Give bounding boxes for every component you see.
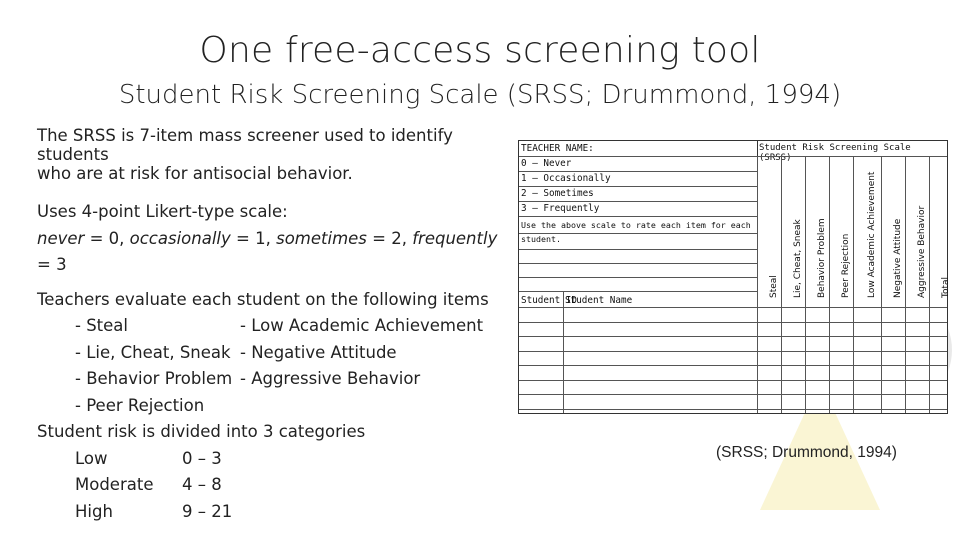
column-header bbox=[881, 157, 905, 307]
column-header bbox=[757, 157, 781, 307]
column-header-label: Steal bbox=[769, 275, 779, 298]
srss-title: Student Risk Screening Scale (SRSS) bbox=[759, 143, 911, 163]
table-row-line bbox=[519, 351, 947, 352]
item: - Negative Attitude bbox=[240, 342, 397, 362]
srss-form bbox=[518, 140, 951, 414]
table-row-line bbox=[519, 322, 947, 323]
column-header-label: Low Academic Achievement bbox=[867, 171, 877, 298]
grid-line bbox=[519, 263, 757, 264]
grid-line bbox=[519, 171, 757, 172]
grid-line bbox=[519, 277, 757, 278]
grid-line bbox=[519, 233, 757, 234]
table-row-line bbox=[519, 380, 947, 381]
teacher-name-label: TEACHER NAME: bbox=[521, 143, 594, 154]
student-id-header: Student ID bbox=[521, 295, 577, 306]
table-row-line bbox=[519, 336, 947, 337]
table-row-line bbox=[519, 307, 947, 308]
column-header-label: Lie, Cheat, Sneak bbox=[793, 219, 803, 298]
column-header-label: Total bbox=[941, 276, 951, 298]
grid-line bbox=[519, 201, 757, 202]
grid-line bbox=[519, 249, 757, 250]
column-header bbox=[781, 157, 805, 307]
intro-paragraph: The SRSS is 7-item mass screener used to identify students who are at risk for antisocial behavior. bbox=[37, 126, 453, 183]
item: - Low Academic Achievement bbox=[240, 316, 484, 335]
category-high: High 9 – 21 bbox=[75, 501, 233, 521]
item: - Steal bbox=[75, 316, 128, 335]
column-header-label: Aggressive Behavior bbox=[917, 205, 927, 298]
column-header-label: Negative Attitude bbox=[893, 218, 903, 298]
category-moderate: Moderate 4 – 8 bbox=[75, 475, 222, 494]
image-caption: (SRSS; Drummond, 1994) bbox=[716, 444, 897, 461]
scale-line: Uses 4-point Likert-type scale: bbox=[37, 202, 288, 221]
slide-subtitle: Student Risk Screening Scale (SRSS; Drummond, 1994) bbox=[118, 80, 842, 110]
grid-line bbox=[519, 216, 757, 217]
items-row-1 bbox=[37, 313, 507, 340]
column-header bbox=[853, 157, 881, 307]
items-row-2 bbox=[37, 340, 507, 367]
item: - Lie, Cheat, Sneak bbox=[75, 342, 231, 362]
item: - Peer Rejection bbox=[75, 395, 205, 415]
item: - Behavior Problem bbox=[75, 369, 233, 388]
scale-values: never = 0, occasionally = 1, sometimes = 2, frequently = 3 bbox=[37, 228, 498, 274]
scale-line: 1 – Occasionally bbox=[521, 173, 611, 184]
student-name-header: Student Name bbox=[565, 295, 633, 306]
scale-line: 2 – Sometimes bbox=[521, 188, 594, 199]
items-row-4 bbox=[37, 393, 507, 420]
risk-heading: Student risk is divided into 3 categories bbox=[37, 422, 366, 441]
category-low: Low 0 – 3 bbox=[75, 448, 222, 468]
column-header bbox=[805, 157, 829, 307]
scale-line: 3 – Frequently bbox=[521, 203, 600, 214]
item: - Aggressive Behavior bbox=[240, 369, 421, 388]
grid-line bbox=[519, 291, 757, 292]
column-header-label: Behavior Problem bbox=[817, 218, 827, 298]
items-heading: Teachers evaluate each student on the following items bbox=[37, 289, 489, 309]
slide-title: One free-access screening tool bbox=[199, 30, 761, 71]
column-header-label: Peer Rejection bbox=[841, 233, 851, 298]
column-header bbox=[929, 157, 953, 307]
table-row-line bbox=[519, 365, 947, 366]
grid-line bbox=[563, 291, 564, 413]
scale-line: 0 – Never bbox=[521, 158, 572, 169]
column-header bbox=[829, 157, 853, 307]
grid-line bbox=[519, 186, 757, 187]
column-header bbox=[905, 157, 929, 307]
scale-instruction: Use the above scale to rate each item for each student. bbox=[521, 220, 751, 244]
table-row-line bbox=[519, 394, 947, 395]
table-row-line bbox=[519, 409, 947, 410]
body-text bbox=[37, 126, 507, 525]
items-row-3 bbox=[37, 366, 507, 393]
